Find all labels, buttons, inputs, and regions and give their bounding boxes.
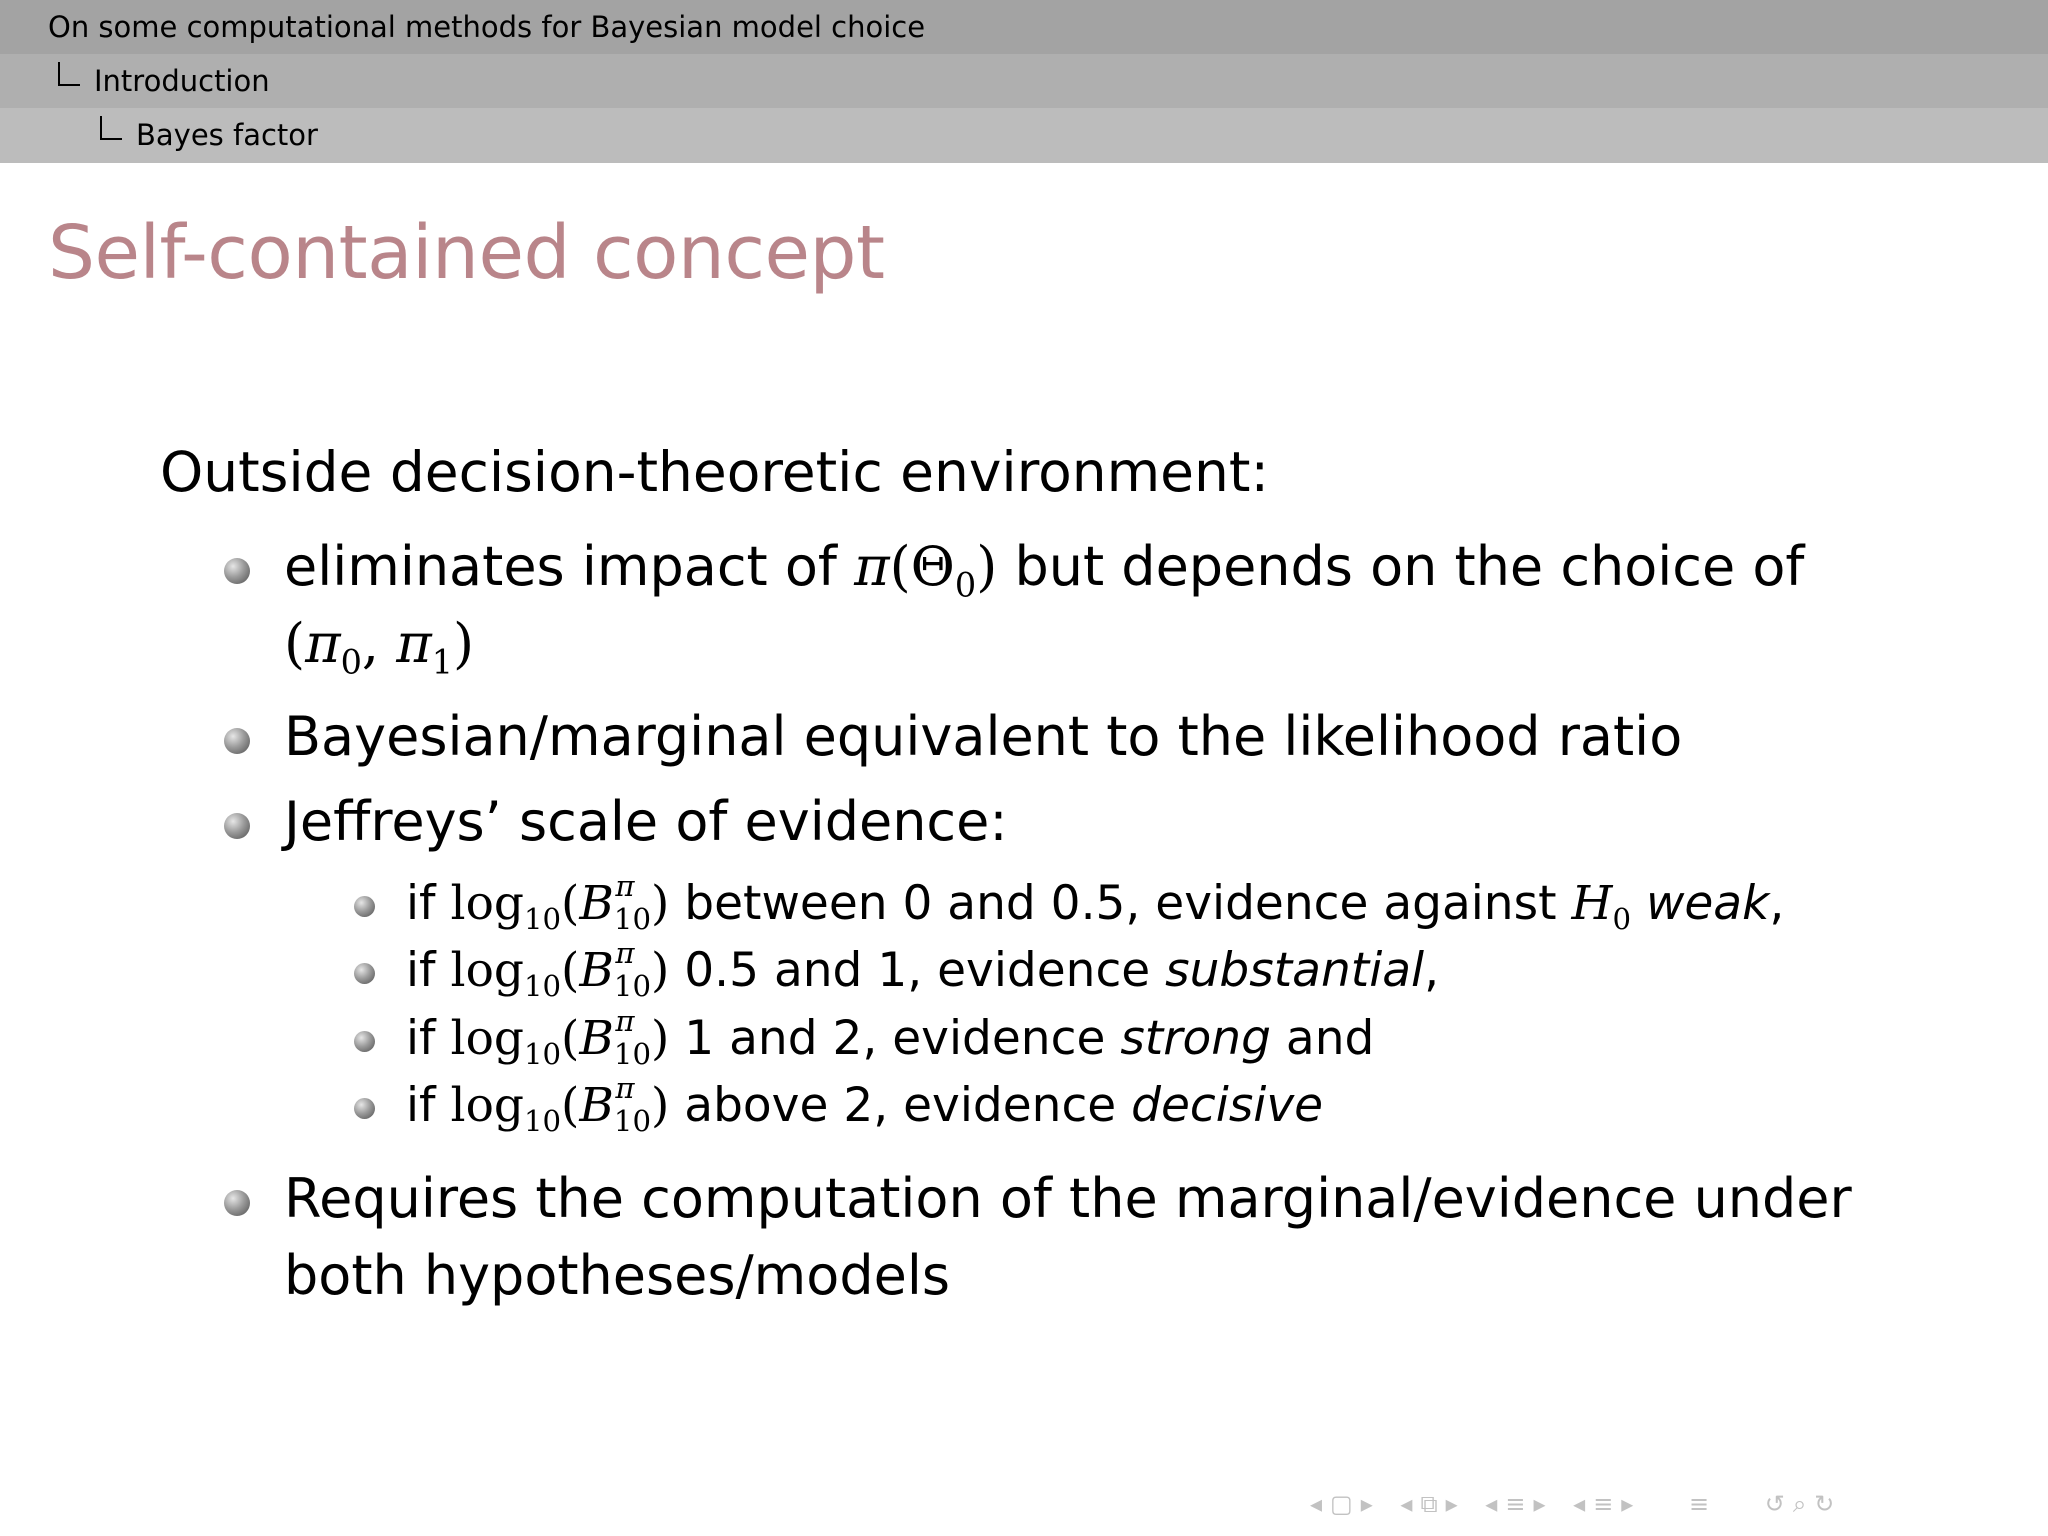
toc-icon[interactable]: ≡ [1688, 1490, 1710, 1518]
sub-bullet-2-range: 0.5 and 1, evidence [684, 943, 1151, 998]
sub-bullet-3-range: 1 and 2, evidence [684, 1011, 1106, 1066]
bullet-1-prefix: eliminates impact of [284, 535, 837, 598]
forward-icon[interactable]: ↻ [1814, 1490, 1835, 1518]
sub-bullet-4: if $\log_{10}(B$ π $_{10}$) above 2, evidence decisive [406, 1070, 1324, 1139]
navigation-bar [1310, 1490, 2040, 1520]
sub-bullet-3-strength: strong [1120, 1011, 1271, 1066]
tree-elbow-icon [100, 116, 122, 140]
subsection-prev-icon[interactable]: ◂ [1400, 1490, 1413, 1518]
bullet-1-line-2 [284, 612, 474, 682]
subsection-next-icon[interactable]: ▸ [1445, 1490, 1458, 1518]
bullet-1-line-1 [284, 535, 1804, 605]
slide-title: Self-contained concept [48, 210, 885, 296]
sub-bullet-icon [354, 1098, 375, 1119]
bullet-2: Bayesian/marginal equivalent to the likelihood ratio [284, 705, 1683, 768]
math-pi0-pi1: ($\pi_0$, $\pi_1$) [284, 612, 475, 682]
bullet-1-suffix: but depends on the choice of [1014, 535, 1805, 598]
sub-bullet-1: if $\log_{10}(B$ π $_{10}$) between 0 and 0.5, evidence against $H_0$ weak, [406, 868, 1785, 937]
math-pi-theta0: π [854, 535, 890, 598]
sub-bullet-3: if $\log_{10}(B$ π $_{10}$) 1 and 2, evidence strong and [406, 1003, 1375, 1072]
tree-elbow-icon [58, 62, 80, 86]
presentation-title: On some computational methods for Bayesian model choice [48, 10, 926, 44]
subsection-title: Bayes factor [136, 118, 318, 152]
sub-bullet-icon [354, 963, 375, 984]
sub-bullet-1-range: between 0 and 0.5, evidence against [684, 876, 1557, 931]
frame-next-icon[interactable]: ▸ [1360, 1490, 1373, 1518]
section-next-icon[interactable]: ▸ [1533, 1490, 1546, 1518]
intro-text: Outside decision-theoretic environment: [160, 440, 1269, 504]
bullet-3: Jeffreys’ scale of evidence: [284, 790, 1008, 853]
sub-bullet-icon [354, 1031, 375, 1052]
subsection-prev2-icon[interactable]: ◂ [1573, 1490, 1586, 1518]
section-prev-icon[interactable]: ◂ [1485, 1490, 1498, 1518]
bullet-icon [224, 558, 250, 584]
section-icon[interactable]: ≡ [1505, 1490, 1526, 1518]
sub-bullet-4-strength: decisive [1131, 1078, 1324, 1133]
sub-bullet-4-range: above 2, evidence [684, 1078, 1117, 1133]
bullet-icon [224, 728, 250, 754]
math-paren: $(\Theta_0)$ [889, 535, 998, 605]
bullet-4-line-1: Requires the computation of the marginal/evidence under [284, 1167, 1852, 1230]
subsection-icon[interactable]: ⧉ [1420, 1490, 1438, 1518]
back-icon[interactable]: ↺ [1764, 1490, 1785, 1518]
bullet-icon [224, 1190, 250, 1216]
sub-bullet-1-strength: weak [1645, 876, 1770, 931]
header-section-bar[interactable] [0, 54, 2048, 108]
search-icon[interactable]: ⌕ [1792, 1490, 1807, 1518]
header-presentation-title-bar[interactable] [0, 0, 2048, 54]
bullet-4-line-2: both hypotheses/models [284, 1244, 950, 1307]
header-subsection-bar[interactable] [0, 108, 2048, 163]
bullet-icon [224, 813, 250, 839]
frame-icon[interactable]: ▢ [1330, 1490, 1353, 1518]
sub-bullet-2-strength: substantial [1165, 943, 1425, 998]
align-icon[interactable]: ≡ [1593, 1490, 1614, 1518]
sub-bullet-3-tail: and [1285, 1011, 1375, 1066]
subsection-next2-icon[interactable]: ▸ [1621, 1490, 1634, 1518]
section-title: Introduction [94, 64, 270, 98]
frame-prev-icon[interactable]: ◂ [1310, 1490, 1323, 1518]
sub-bullet-icon [354, 896, 375, 917]
sub-bullet-2: if $\log_{10}(B$ π $_{10}$) 0.5 and 1, evidence substantial, [406, 935, 1440, 1004]
